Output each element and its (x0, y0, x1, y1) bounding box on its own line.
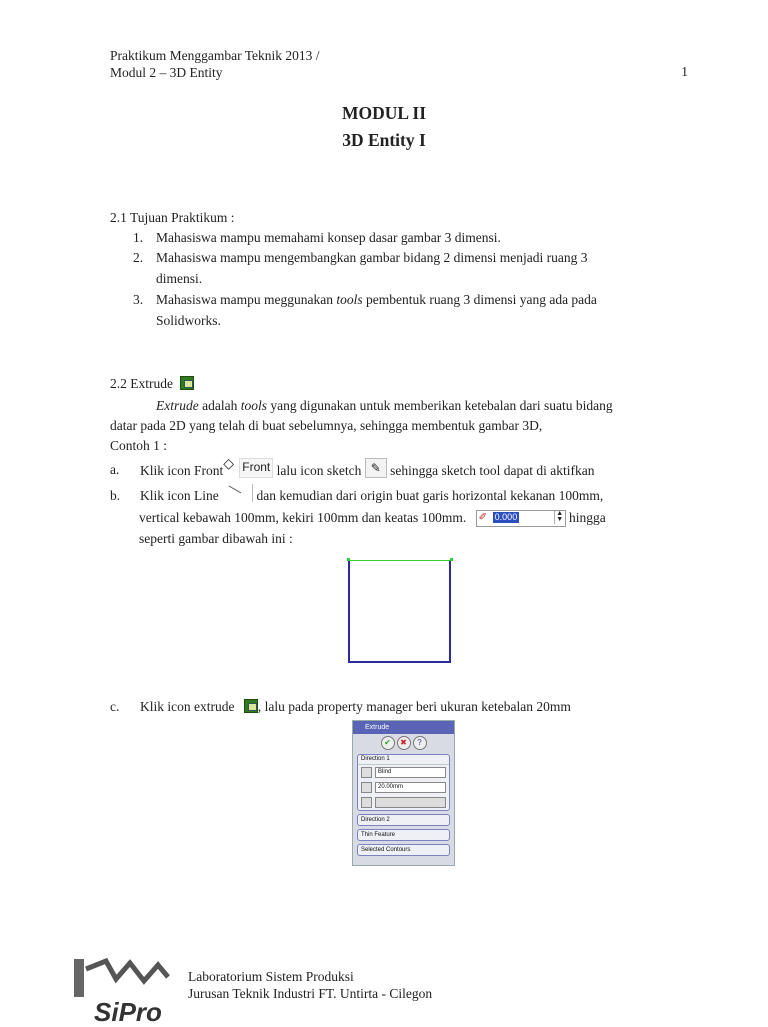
logo-text: SiPro (94, 997, 162, 1023)
front-button: Front (239, 458, 273, 478)
reverse-direction-icon (361, 767, 372, 778)
property-manager (352, 720, 455, 866)
pm-row (358, 795, 449, 810)
step-b (140, 484, 603, 504)
list-item-text: Mahasiswa mampu memahami konsep dasar gambar 3 dimensi. (156, 230, 501, 245)
list-item-num: 2. (133, 250, 144, 265)
sipro-logo (72, 957, 178, 1023)
help-icon: ? (413, 736, 427, 750)
text-span: dan kemudian dari origin buat garis horizontal kekanan 100mm, (256, 488, 604, 504)
text-span: Klik icon Front (140, 463, 224, 479)
emphasis: tools (336, 292, 363, 307)
text-span: adalah (198, 398, 241, 413)
text-span: Klik icon Line (140, 488, 219, 504)
text-span: yang digunakan untuk memberikan ketebalan dari suatu bidang (267, 398, 613, 413)
front-plane-icon: ◇ (223, 457, 235, 472)
depth-field: 20.00mm (375, 782, 446, 793)
sketch-endpoint (450, 558, 453, 561)
step-label: c. (110, 699, 120, 714)
heading-text: 2.2 Extrude (110, 376, 173, 391)
header-line1: Praktikum Menggambar Teknik 2013 / (110, 48, 320, 63)
header-line2: Modul 2 – 3D Entity (110, 65, 223, 80)
step-label: a. (110, 462, 120, 477)
step-c (140, 699, 571, 715)
module-subtitle: 3D Entity I (342, 130, 426, 150)
list-item-text: Mahasiswa mampu mengembangkan gambar bidang 2 dimensi menjadi ruang 3 (156, 250, 588, 265)
pm-direction2: Direction 2 (357, 814, 450, 826)
draft-icon (361, 797, 372, 808)
ok-icon: ✔ (381, 736, 395, 750)
step-b-cont (139, 510, 606, 527)
emphasis: Extrude (156, 398, 199, 413)
text-span: vertical kebawah 100mm, kekiri 100mm dan keatas 100mm. (139, 510, 467, 525)
cancel-icon: ✖ (397, 736, 411, 750)
dimension-icon: ✐ (478, 512, 488, 524)
depth-icon (361, 782, 372, 793)
text-span: pembentuk ruang 3 dimensi yang ada pada (362, 292, 597, 307)
pm-thin-feature: Thin Feature (357, 829, 450, 841)
footer-line2: Jurusan Teknik Industri FT. Untirta - Cilegon (188, 986, 433, 1001)
pm-title: Extrude (353, 721, 454, 734)
list-item-text (156, 292, 597, 308)
text-span: Klik icon extrude (140, 699, 235, 714)
length-spinbox (476, 510, 566, 527)
pm-row (358, 765, 449, 780)
running-header (110, 47, 320, 81)
extrude-icon (244, 699, 258, 713)
section-heading-tujuan: 2.1 Tujuan Praktikum : (110, 210, 235, 225)
example-label: Contoh 1 : (110, 438, 168, 453)
list-item-num: 1. (133, 230, 144, 245)
pm-row (358, 780, 449, 795)
end-condition-select: Blind (375, 767, 446, 778)
extrude-icon (180, 376, 194, 390)
draft-field (375, 797, 446, 808)
text-span: lalu icon sketch (276, 463, 362, 479)
section-heading-extrude (110, 376, 194, 392)
paragraph-line: datar pada 2D yang telah di buat sebelumnya, sehingga membentuk gambar 3D, (110, 418, 543, 433)
pm-direction1-label: Direction 1 (358, 755, 449, 765)
module-title: MODUL II (341, 103, 427, 123)
spin-arrows-icon: ▲ ▼ (554, 511, 565, 524)
text-span: sehingga sketch tool dapat di aktifkan (390, 463, 595, 479)
text-span: hingga (569, 510, 606, 525)
pm-action-buttons (353, 734, 454, 752)
step-a (140, 458, 594, 479)
footer-text (188, 968, 432, 1002)
line-tool-icon (222, 484, 253, 502)
sketch-square (348, 560, 451, 663)
spin-value: 0.000 (494, 512, 518, 523)
list-item-cont: dimensi. (156, 271, 203, 286)
emphasis: tools (240, 398, 267, 413)
list-item-cont: Solidworks. (156, 313, 221, 328)
pm-selected-contours: Selected Contours (357, 844, 450, 856)
step-b-cont: seperti gambar dibawah ini : (139, 531, 293, 546)
footer-line1: Laboratorium Sistem Produksi (188, 969, 354, 984)
sketch-icon: ✎ (365, 458, 387, 478)
sketch-endpoint (347, 558, 350, 561)
text-span: , lalu pada property manager beri ukuran ketebalan 20mm (257, 699, 571, 714)
list-item-num: 3. (133, 292, 144, 307)
pm-direction1-box (357, 754, 450, 811)
page-number: 1 (681, 64, 688, 79)
paragraph-line (156, 398, 613, 414)
text-span: Mahasiswa mampu meggunakan (156, 292, 337, 307)
step-label: b. (110, 488, 121, 503)
